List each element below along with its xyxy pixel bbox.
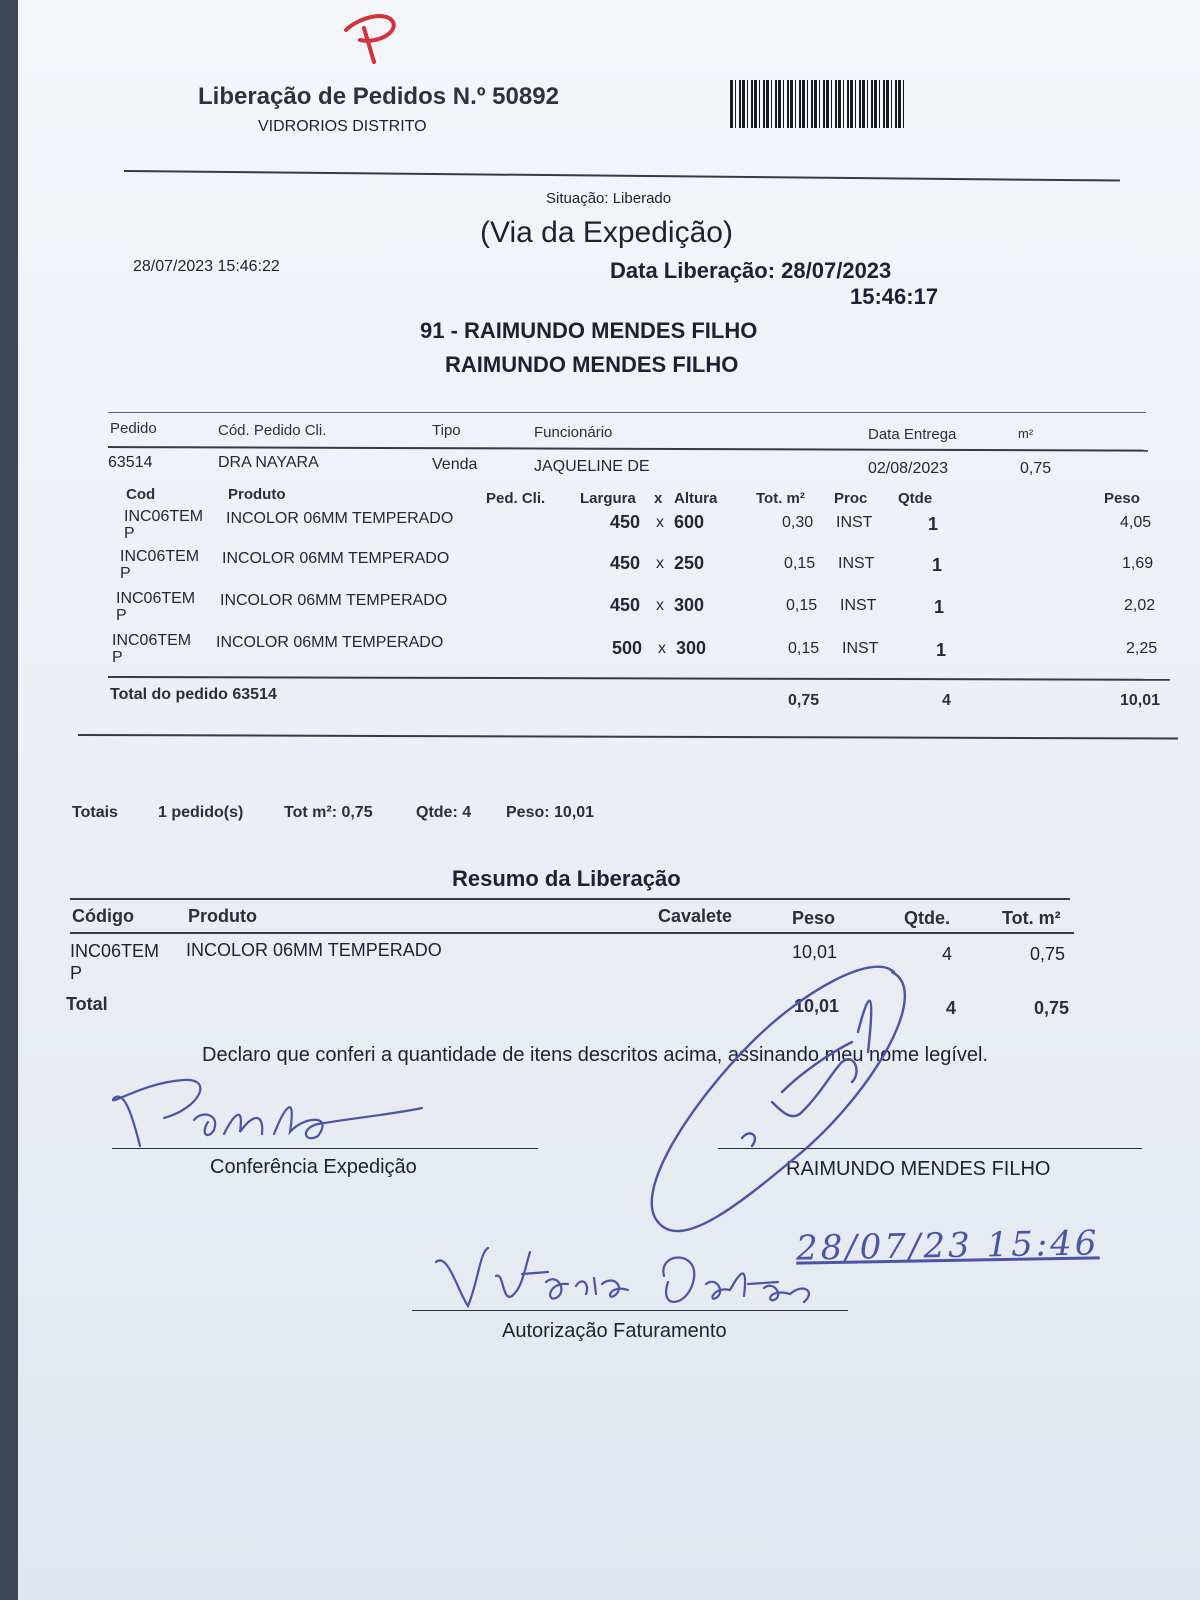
col-pedido: Pedido xyxy=(110,420,157,437)
item-row-3-qtde: 1 xyxy=(934,597,945,617)
item-row-1-x: x xyxy=(656,514,664,531)
declaration-text: Declaro que conferi a quantidade de itens descritos acima, assinando meu nome legível. xyxy=(202,1044,989,1066)
item-row-2-largura: 450 xyxy=(610,553,641,573)
order-total-rule xyxy=(108,676,1170,681)
order-m2: 0,75 xyxy=(1020,460,1052,477)
item-row-3-x: x xyxy=(656,597,664,614)
item-row-2-qtde: 1 xyxy=(932,555,943,575)
item-row-3-altura: 300 xyxy=(674,595,705,615)
situation-label: Situação: Liberado xyxy=(546,190,672,207)
copy-type: (Via da Expedição) xyxy=(480,216,733,249)
signature-raimundo xyxy=(632,952,942,1262)
summary-row-peso: 10,01 xyxy=(792,942,838,962)
col-m2: m² xyxy=(1018,426,1034,441)
item-row-4-x: x xyxy=(658,640,666,657)
order-total-label: Total do pedido 63514 xyxy=(110,686,277,703)
order-total-peso: 10,01 xyxy=(1120,692,1161,709)
summary-col-produto: Produto xyxy=(188,906,257,926)
col-tot-m2: Tot. m² xyxy=(756,490,805,507)
summary-col-peso: Peso xyxy=(792,908,836,928)
summary-row-tot-m2: 0,75 xyxy=(1030,944,1066,964)
summary-row-qtde: 4 xyxy=(942,944,953,964)
item-row-4-largura: 500 xyxy=(612,638,643,658)
item-row-4-altura: 300 xyxy=(676,638,707,658)
summary-header-rule xyxy=(70,932,1074,934)
totals-peso: Peso: 10,01 xyxy=(506,804,595,821)
signature-paulo xyxy=(104,1074,434,1154)
item-row-2-proc: INST xyxy=(838,555,875,572)
item-row-1-largura: 450 xyxy=(610,512,641,532)
order-top-rule xyxy=(108,412,1146,413)
client-line-1: 91 - RAIMUNDO MENDES FILHO xyxy=(420,318,758,343)
item-row-3-largura: 450 xyxy=(610,595,641,615)
summary-col-cavalete: Cavalete xyxy=(658,906,733,926)
item-row-3-proc: INST xyxy=(840,597,877,614)
summary-total-qtde: 4 xyxy=(946,998,957,1018)
col-data-entrega: Data Entrega xyxy=(868,426,957,443)
col-ped-cli: Ped. Cli. xyxy=(486,490,546,507)
employee: JAQUELINE DE xyxy=(534,458,650,475)
summary-top-rule xyxy=(70,898,1070,900)
document-title: Liberação de Pedidos N.º 50892 xyxy=(198,83,559,110)
col-proc: Proc xyxy=(834,490,868,507)
item-row-3-cod: INC06TEM P xyxy=(116,590,196,624)
signature-vitoria xyxy=(418,1232,838,1322)
item-row-3-tot-m2: 0,15 xyxy=(786,597,818,614)
summary-col-tot-m2: Tot. m² xyxy=(1002,908,1061,928)
item-row-1-peso: 4,05 xyxy=(1120,514,1152,531)
order-number: 63514 xyxy=(108,454,153,471)
summary-total-label: Total xyxy=(66,994,108,1014)
item-row-2-tot-m2: 0,15 xyxy=(784,555,816,572)
totals-qtde: Qtde: 4 xyxy=(416,804,472,821)
col-cod-pedido-cli: Cód. Pedido Cli. xyxy=(218,422,327,439)
totals-label: Totais xyxy=(72,804,118,821)
order-total-qtde: 4 xyxy=(942,692,951,709)
summary-total-peso: 10,01 xyxy=(794,996,840,1016)
release-time: 15:46:17 xyxy=(850,284,939,309)
order-type: Venda xyxy=(432,456,478,473)
item-row-3-produto: INCOLOR 06MM TEMPERADO xyxy=(220,592,448,609)
summary-row-codigo: INC06TEM P xyxy=(70,941,160,983)
item-row-4-qtde: 1 xyxy=(936,640,947,660)
header-rule xyxy=(124,170,1120,182)
item-row-1-proc: INST xyxy=(836,514,873,531)
item-row-1-tot-m2: 0,30 xyxy=(782,514,814,531)
col-largura: Largura xyxy=(580,490,636,507)
col-altura: Altura xyxy=(674,490,718,507)
item-row-2-peso: 1,69 xyxy=(1122,555,1154,572)
item-row-4-produto: INCOLOR 06MM TEMPERADO xyxy=(216,634,444,651)
summary-col-qtde: Qtde. xyxy=(904,908,951,928)
delivery-date: 02/08/2023 xyxy=(868,460,949,477)
col-qtde: Qtde xyxy=(898,490,933,507)
summary-title: Resumo da Liberação xyxy=(452,866,681,891)
release-date: Data Liberação: 28/07/2023 xyxy=(610,258,892,283)
document-page xyxy=(18,0,1200,1600)
client-line-2: RAIMUNDO MENDES FILHO xyxy=(445,352,739,377)
summary-total-tot-m2: 0,75 xyxy=(1034,998,1070,1018)
col-x: x xyxy=(654,490,663,507)
barcode xyxy=(730,80,906,128)
col-tipo: Tipo xyxy=(432,422,461,439)
item-row-4-tot-m2: 0,15 xyxy=(788,640,820,657)
signature-label-right: RAIMUNDO MENDES FILHO xyxy=(786,1158,1051,1180)
order-total-m2: 0,75 xyxy=(788,692,820,709)
item-row-1-cod: INC06TEM P xyxy=(124,508,204,542)
item-row-2-altura: 250 xyxy=(674,553,705,573)
summary-row-produto: INCOLOR 06MM TEMPERADO xyxy=(186,940,442,960)
signature-label-left: Conferência Expedição xyxy=(210,1156,417,1178)
col-funcionario: Funcionário xyxy=(534,424,613,441)
printed-at: 28/07/2023 15:46:22 xyxy=(133,258,280,275)
item-row-1-qtde: 1 xyxy=(928,514,939,534)
item-row-2-produto: INCOLOR 06MM TEMPERADO xyxy=(222,550,450,567)
signature-label-bottom: Autorização Faturamento xyxy=(502,1320,727,1342)
totals-orders: 1 pedido(s) xyxy=(158,804,244,821)
handwritten-date: 28/07/23 15:46 xyxy=(795,1223,1100,1269)
order-header-rule xyxy=(108,446,1148,452)
client-order-code: DRA NAYARA xyxy=(218,454,319,471)
item-row-1-altura: 600 xyxy=(674,512,705,532)
item-row-3-peso: 2,02 xyxy=(1124,597,1156,614)
item-row-4-cod: INC06TEM P xyxy=(112,632,192,666)
item-row-4-peso: 2,25 xyxy=(1126,640,1158,657)
col-peso: Peso xyxy=(1104,490,1140,507)
item-row-4-proc: INST xyxy=(842,640,879,657)
item-row-2-cod: INC06TEM P xyxy=(120,548,200,582)
section-rule xyxy=(78,734,1178,739)
company-name: VIDRORIOS DISTRITO xyxy=(258,118,427,135)
col-cod: Cod xyxy=(126,486,156,503)
red-mark xyxy=(338,0,408,66)
col-produto: Produto xyxy=(228,486,286,503)
item-row-1-produto: INCOLOR 06MM TEMPERADO xyxy=(226,510,454,527)
totals-m2: Tot m²: 0,75 xyxy=(284,804,373,821)
item-row-2-x: x xyxy=(656,555,664,572)
summary-col-codigo: Código xyxy=(72,906,134,926)
